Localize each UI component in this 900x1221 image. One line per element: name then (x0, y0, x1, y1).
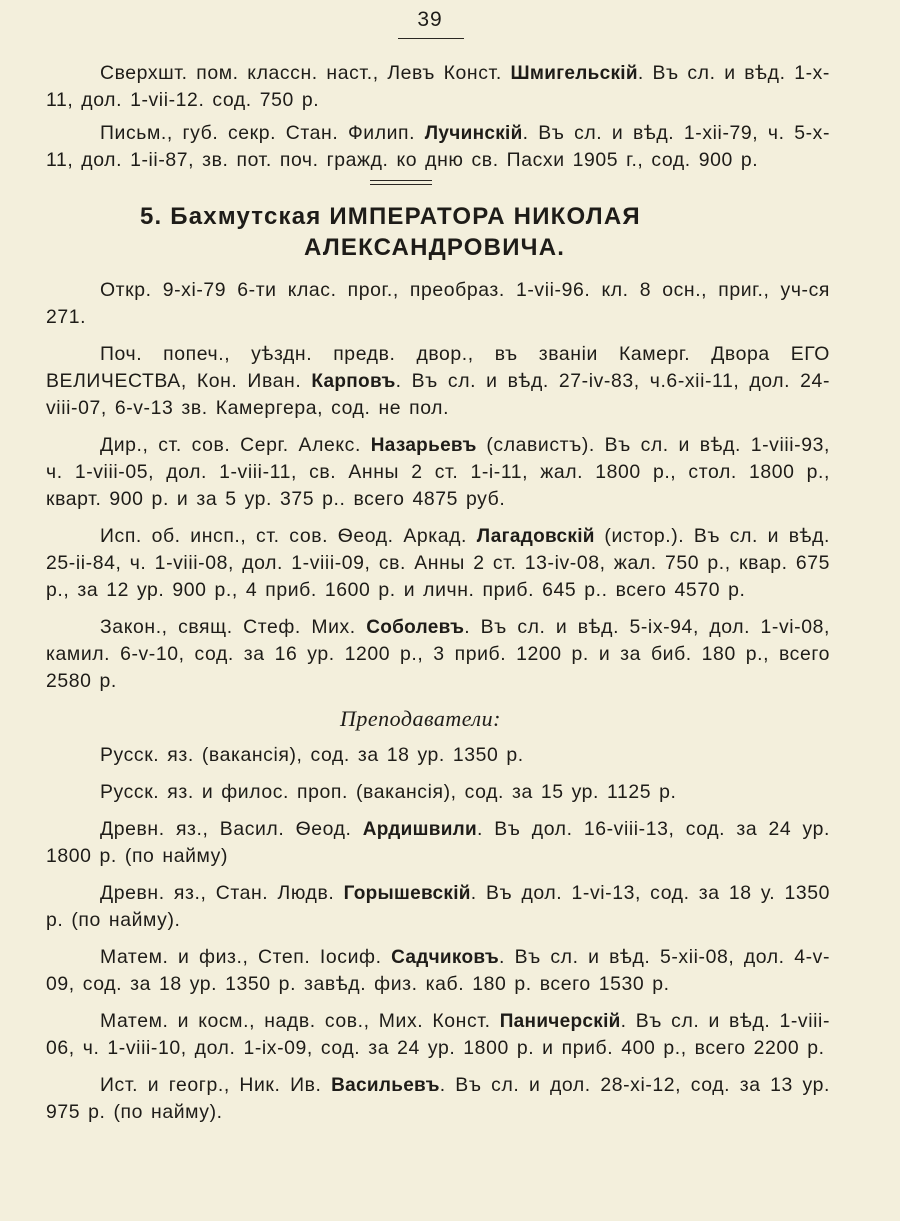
entry-text: Сверхшт. пом. классн. наст., Левъ Конст. (100, 62, 511, 84)
entry-text: Дир., ст. сов. Серг. Алекс. (100, 434, 371, 456)
entry-text: . Въ сл. и дол. 28-xi-12, сод. за 13 ур. 975 р. (по найму). (46, 1074, 830, 1123)
person-name: Садчиковъ (391, 947, 500, 968)
entry-text: Матем. и косм., надв. сов., Мих. Конст. (100, 1010, 500, 1032)
entry-text: . Въ дол. 16-viii-13, сод. за 24 ур. 1800 р. (по найму) (46, 818, 830, 867)
entry-panichersky (46, 1008, 830, 1062)
page-content (46, 60, 830, 1136)
entry-text: . Въ сл. и вѣд. 5-xii-08, дол. 4-v-09, сод. за 18 ур. 1350 р. завѣд. физ. каб. 180 р. всего 1530 р. (46, 946, 831, 995)
entry-text: . Въ сл. и вѣд. 1-xii-79, ч. 5-x-11, дол. 1-ii-87, зв. пот. поч. гражд. ко дню св. Пасхи 1905 г., сод. 900 р. (46, 122, 830, 171)
person-name: Лагадовскій (476, 526, 595, 547)
entry-nazarev (46, 432, 830, 513)
entry-sadchikov (46, 944, 830, 998)
entry-luchinsky (46, 120, 830, 174)
entry-ardishvili (46, 816, 830, 870)
entry-vacancy-russian-philosophy (46, 779, 830, 806)
entry-vasilev (46, 1072, 830, 1126)
entry-text: Ист. и геогр., Ник. Ив. (100, 1074, 332, 1096)
person-name: Соболевъ (366, 617, 465, 638)
person-name: Карповъ (311, 371, 396, 392)
entry-text: Древн. яз., Васил. Ѳеод. (100, 818, 363, 840)
entry-shmigelsky (46, 60, 830, 114)
entry-text: . Въ сл. и вѣд. 1-viii-06, ч. 1-viii-10, дол. 1-ix-09, сод. за 24 ур. 1800 р. и приб. 400 р., всего 2200 р. (46, 1010, 830, 1059)
section-separator (370, 180, 432, 185)
entry-lagadovsky (46, 523, 830, 604)
entry-vacancy-russian (46, 742, 830, 769)
page-number: 39 (417, 8, 443, 31)
entry-goryshevsky (46, 880, 830, 934)
person-name: Ардишвили (362, 819, 478, 840)
section-title-line1: 5. Бахмутская ИМПЕРАТОРА НИКОЛАЯ (140, 203, 641, 230)
person-name: Лучинскій (424, 123, 523, 144)
entry-text: Письм., губ. секр. Стан. Филип. (100, 122, 425, 144)
entry-text: (славистъ). Въ сл. и вѣд. 1-viii-93, ч. 1-viii-05, дол. 1-viii-11, св. Анны 2 ст. 1-i-11, жал. 1800 р., стол. 1800 р., кварт. 900 р. и за 5 ур. 375 р.. всего 4875 руб. (46, 434, 830, 510)
entry-text: . Въ сл. и вѣд. 5-ix-94, дол. 1-vi-08, камил. 6-v-10, сод. за 16 ур. 1200 р., 3 приб. 1200 р. и за биб. 180 р., всего 2580 р. (46, 616, 830, 692)
teachers-heading: Преподаватели: (340, 706, 501, 731)
entry-text: Закон., свящ. Стеф. Мих. (100, 616, 367, 638)
entry-karpov (46, 341, 830, 422)
entry-text: Матем. и физ., Степ. Іосиф. (100, 946, 392, 968)
person-name: Васильевъ (331, 1075, 440, 1096)
entry-text: . Въ сл. и вѣд. 1-x-11, дол. 1-vii-12. сод. 750 р. (46, 62, 830, 111)
section-title (46, 201, 830, 263)
entry-sobolev (46, 614, 830, 695)
person-name: Горышевскій (343, 883, 471, 904)
header-rule (398, 38, 464, 39)
section-intro: Откр. 9-xi-79 6-ти клас. прог., преобраз. 1-vii-96. кл. 8 осн., приг., уч-ся 271. (46, 279, 830, 328)
entry-text: Древн. яз., Стан. Людв. (100, 882, 344, 904)
person-name: Назарьевъ (370, 435, 477, 456)
entry-text: . Въ сл. и вѣд. 27-iv-83, ч.6-xii-11, дол. 24-viii-07, 6-v-13 зв. Камергера, сод. не пол. (46, 370, 831, 419)
entry-text: Русск. яз. и филос. проп. (вакансія), сод. за 15 ур. 1125 р. (100, 781, 677, 803)
entry-text: (истор.). Въ сл. и вѣд. 25-ii-84, ч. 1-viii-08, дол. 1-viii-09, св. Анны 2 ст. 13-iv-08, жал. 750 р., квар. 675 р., за 12 ур. 900 р., 4 приб. 1600 р. и личн. приб. 645 р.. всего 4570 р. (46, 525, 831, 601)
section-title-line2: АЛЕКСАНДРОВИЧА. (304, 234, 566, 261)
entry-text: . Въ дол. 1-vi-13, сод. за 18 у. 1350 р. (по найму). (46, 882, 830, 931)
entry-text: Русск. яз. (вакансія), сод. за 18 ур. 1350 р. (100, 744, 524, 766)
person-name: Шмигельскій (510, 63, 638, 84)
entry-text: Поч. попеч., уѣздн. предв. двор., въ званіи Камерг. Двора ЕГО ВЕЛИЧЕСТВА, Кон. Иван. (46, 343, 830, 392)
person-name: Паничерскій (499, 1011, 621, 1032)
entry-text: Исп. об. инсп., ст. сов. Ѳеод. Аркад. (100, 525, 477, 547)
